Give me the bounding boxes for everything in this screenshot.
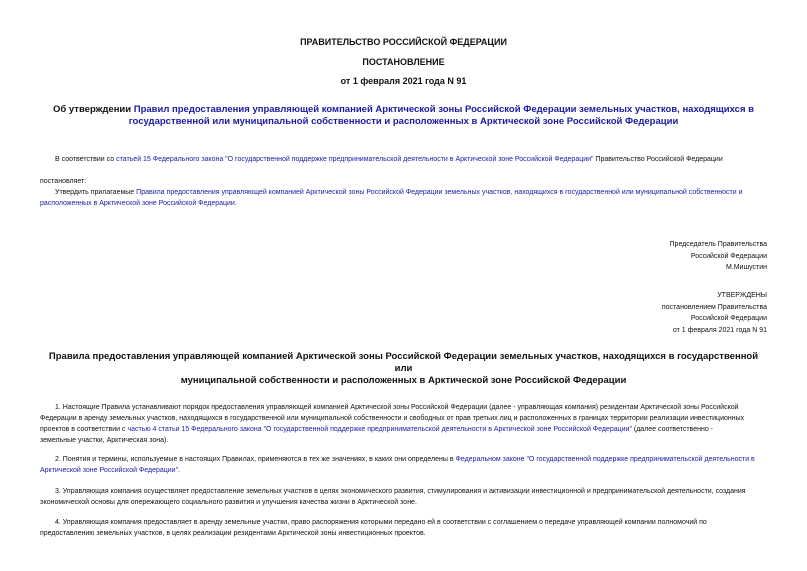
signature-position: Председатель Правительства <box>669 241 767 248</box>
paragraph-2-law-link[interactable]: Федеральном законе "О государственной поддержке предпринимательской деятельности в <box>455 456 755 463</box>
paragraph-3-line1: 3. Управляющая компания осуществляет предоставление земельных участков в целях экономического развития, стимулирования и активизации инвестиционной и предпринимательской деятельности, создания <box>55 488 746 495</box>
preamble-text-end: Правительство Российской Федерации <box>593 156 723 163</box>
approve-text: Утвердить прилагаемые <box>55 189 137 196</box>
signature-country: Российской Федерации <box>690 252 767 260</box>
paragraph-2-law-link-continued[interactable]: Арктической зоне Российской Федерации" <box>40 467 179 474</box>
government-heading: ПРАВИТЕЛЬСТВО РОССИЙСКОЙ ФЕДЕРАЦИИ <box>300 37 507 47</box>
document-title <box>40 104 767 128</box>
preamble-law-link[interactable]: статьей 15 Федерального закона "О государственной поддержке предпринимательской деятельности в Арктической зоне Российской Федерации" <box>116 156 594 163</box>
preamble-text: В соответствии со <box>55 156 117 163</box>
title-rules-link[interactable]: Правил предоставления управляющей компанией Арктической зоны Российской Федерации земельных участков, находящихся в <box>133 104 754 115</box>
approved-block <box>662 290 767 336</box>
title-rules-link-continued[interactable]: государственной или муниципальной собственности и расположенных в Арктической зоне Российской Федерации <box>128 116 679 127</box>
paragraph-1-line1: 1. Настоящие Правила устанавливают порядок предоставления управляющей компанией Арктической зоны Российской Федерации (далее - управляющая компания) резидентам Арктической зоны Российской <box>55 404 739 411</box>
rules-title-line1: Правила предоставления управляющей компанией Арктической зоны Российской Федерации земельных участков, находящихся в государственной или <box>48 351 759 374</box>
paragraph-1-line4: земельные участки, Арктическая зона). <box>40 437 169 444</box>
paragraph-3 <box>40 486 767 508</box>
approve-paragraph <box>40 187 767 209</box>
document-type-heading: ПОСТАНОВЛЕНИЕ <box>362 57 445 67</box>
approved-by: постановлением Правительства <box>661 303 767 311</box>
paragraph-2-text-end: . <box>178 467 181 474</box>
preamble-paragraph <box>55 154 775 165</box>
paragraph-4-line1: 4. Управляющая компания предоставляет в аренду земельные участки, право распоряжения которыми передано ей в соответствии с соглашением о передаче управляющей компании полномочий по <box>55 519 707 526</box>
approve-text-end: . <box>234 200 237 207</box>
rules-title <box>40 351 767 387</box>
approve-rules-link-continued[interactable]: расположенных в Арктической зоне Российской Федерации <box>40 200 235 207</box>
paragraph-1 <box>40 402 767 446</box>
resolves-text: постановляет: <box>40 178 87 185</box>
paragraph-1-law-link[interactable]: частью 4 статьи 15 Федерального закона "О государственной поддержке предпринимательской деятельности в Арктической зоне Российской Федерации" <box>127 426 632 433</box>
paragraph-1-line3-end: (далее соответственно - <box>631 426 713 433</box>
date-number-heading: от 1 февраля 2021 года N 91 <box>340 76 467 86</box>
title-prefix: Об утверждении <box>53 104 134 115</box>
rules-title-line2: муниципальной собственности и расположенных в Арктической зоне Российской Федерации <box>180 375 627 386</box>
paragraph-1-line3-text: проектов в соответствии с <box>40 426 128 433</box>
approved-label: УТВЕРЖДЕНЫ <box>717 292 767 299</box>
signature-block <box>670 239 767 274</box>
signature-name: М.Мишустин <box>725 264 767 271</box>
paragraph-1-line2: Федерации в аренду земельных участков, находящихся в государственной или муниципальной собственности и свободных от прав третьих лиц и расположенных в границах территории реализации инвестиционных <box>40 415 745 422</box>
approved-date: от 1 февраля 2021 года N 91 <box>672 326 767 334</box>
approved-country: Российской Федерации <box>690 315 767 322</box>
paragraph-4 <box>40 517 767 539</box>
paragraph-2 <box>40 454 767 476</box>
paragraph-3-line2: экономической основы для опережающего социального развития и улучшения качества жизни в Арктической зоне. <box>40 499 417 506</box>
paragraph-2-text: 2. Понятия и термины, используемые в настоящих Правилах, применяются в тех же значениях, в каких они определены в <box>55 456 456 463</box>
approve-rules-link[interactable]: Правила предоставления управляющей компанией Арктической зоны Российской Федерации земельных участков, находящихся в государственной или муниципальной собственности и <box>136 189 743 196</box>
paragraph-4-line2: предоставлению земельных участков, в целях реализации резидентами Арктической зоны инвестиционных проектов. <box>40 530 426 537</box>
